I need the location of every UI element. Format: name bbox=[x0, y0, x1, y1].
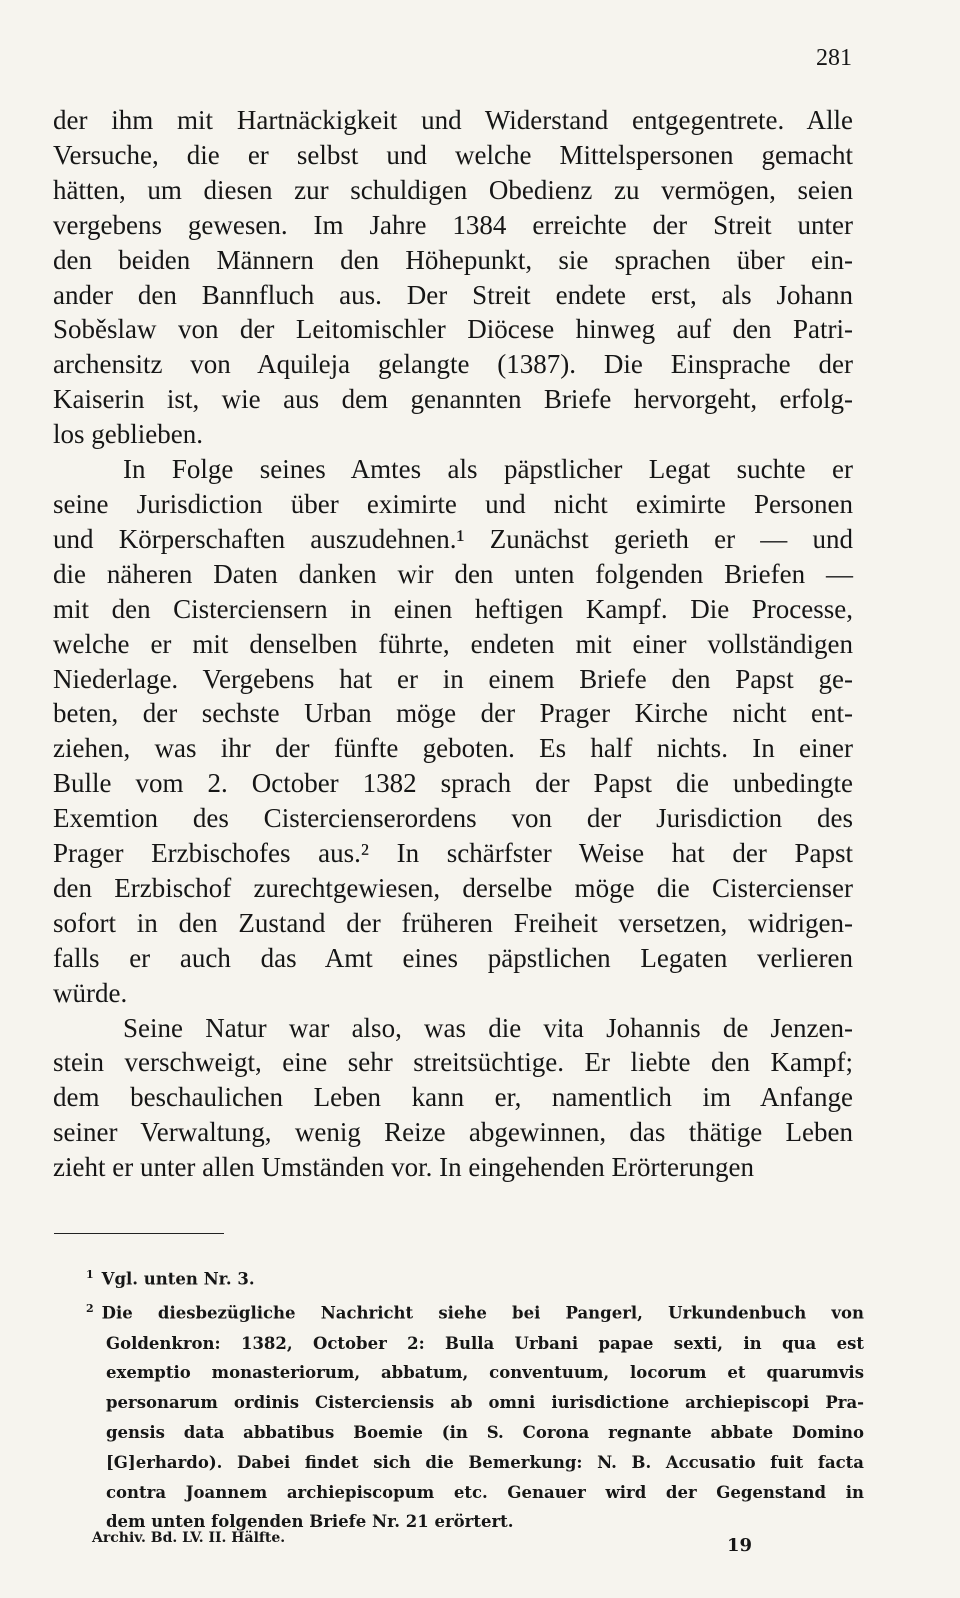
text-line: Versuche, die er selbst und welche Mittelspersonen gemacht bbox=[53, 139, 853, 170]
text-line: Seine Natur war also, was die vita Johannis de Jenzen- bbox=[123, 1012, 853, 1043]
paragraph bbox=[53, 1011, 853, 1186]
text-line: welche er mit denselben führte, endeten mit einer vollständigen bbox=[53, 628, 853, 659]
footnote-marker: 2 bbox=[86, 1302, 94, 1316]
footnote-text: Vgl. unten Nr. 3. bbox=[101, 1269, 255, 1289]
footnotes bbox=[86, 1260, 864, 1537]
footnote-line: contra Joannem archiepiscopum etc. Genauer wird der Gegenstand in bbox=[106, 1482, 864, 1502]
text-line: ander den Bannfluch aus. Der Streit endete erst, als Johann bbox=[53, 279, 853, 310]
footnote-line: personarum ordinis Cisterciensis ab omni iurisdictione archiepiscopi Pra- bbox=[106, 1393, 864, 1413]
text-line: würde. bbox=[53, 977, 128, 1008]
text-line: stein verschweigt, eine sehr streitsüchtige. Er liebte den Kampf; bbox=[53, 1047, 853, 1078]
text-line: In Folge seines Amtes als päpstlicher Legat suchte er bbox=[123, 454, 853, 485]
text-line: zieht er unter allen Umständen vor. In eingehenden Erörterungen bbox=[53, 1152, 754, 1183]
text-line: der ihm mit Hartnäckigkeit und Widerstand entgegentrete. Alle bbox=[53, 105, 853, 135]
text-line: archensitz von Aquileja gelangte (1387). Die Einsprache der bbox=[53, 349, 853, 380]
footnote-first-line bbox=[86, 1294, 864, 1328]
text-line: Exemtion des Cistercienserordens von der Jurisdiction des bbox=[53, 803, 853, 834]
footnote-line: Goldenkron: 1382, October 2: Bulla Urbani papae sexti, in qua est bbox=[106, 1333, 864, 1353]
text-line: los geblieben. bbox=[53, 419, 203, 450]
text-line: Kaiserin ist, wie aus dem genannten Briefe hervorgeht, erfolg- bbox=[53, 384, 853, 415]
page-number: 281 bbox=[816, 45, 852, 71]
text-line: hätten, um diesen zur schuldigen Obedienz zu vermögen, seien bbox=[53, 174, 853, 205]
text-line: beten, der sechste Urban möge der Prager Kirche nicht ent- bbox=[53, 698, 853, 729]
footnote-line: dem unten folgenden Briefe Nr. 21 erörtert. bbox=[106, 1512, 514, 1532]
footnote-divider bbox=[54, 1233, 224, 1234]
footnote-text: Die diesbezügliche Nachricht siehe bei Pangerl, Urkundenbuch von bbox=[101, 1303, 864, 1323]
text-line: seine Jurisdiction über eximirte und nicht eximirte Personen bbox=[53, 488, 853, 519]
text-line: den Erzbischof zurechtgewiesen, derselbe möge die Cistercienser bbox=[53, 872, 853, 903]
text-line: und Körperschaften auszudehnen.¹ Zunächst gerieth er — und bbox=[53, 523, 853, 554]
footnote-line: gensis data abbatibus Boemie (in S. Corona regnante abbate Domino bbox=[106, 1422, 864, 1442]
paragraph bbox=[53, 452, 853, 1011]
text-line: Prager Erzbischofes aus.² In schärfster Weise hat der Papst bbox=[53, 838, 853, 869]
text-line: den beiden Männern den Höhepunkt, sie sprachen über ein- bbox=[53, 244, 853, 275]
text-line: vergebens gewesen. Im Jahre 1384 erreichte der Streit unter bbox=[53, 209, 853, 240]
footnote bbox=[86, 1260, 864, 1294]
text-line: mit den Cisterciensern in einen heftigen Kampf. Die Processe, bbox=[53, 593, 853, 624]
text-line: ziehen, was ihr der fünfte geboten. Es half nichts. In einer bbox=[53, 733, 853, 764]
footnote-first-line bbox=[86, 1260, 864, 1294]
body-text bbox=[53, 103, 853, 1185]
paragraph bbox=[53, 103, 853, 452]
footer-signature: Archiv. Bd. LV. II. Hälfte. bbox=[92, 1530, 286, 1546]
text-line: Bulle vom 2. October 1382 sprach der Papst die unbedingte bbox=[53, 768, 853, 799]
text-line: Niederlage. Vergebens hat er in einem Briefe den Papst ge- bbox=[53, 663, 853, 694]
sheet-number: 19 bbox=[727, 1535, 753, 1556]
text-line: Soběslaw von der Leitomischler Diöcese hinweg auf den Patri- bbox=[53, 314, 853, 345]
text-line: seiner Verwaltung, wenig Reize abgewinnen, das thätige Leben bbox=[53, 1117, 853, 1148]
footnote-line: [G]erhardo). Dabei findet sich die Bemerkung: N. B. Accusatio fuit facta bbox=[106, 1452, 864, 1472]
footnote-marker: 1 bbox=[86, 1268, 94, 1281]
text-line: die näheren Daten danken wir den unten folgenden Briefen — bbox=[53, 558, 853, 589]
text-line: falls er auch das Amt eines päpstlichen Legaten verlieren bbox=[53, 942, 853, 973]
text-line: sofort in den Zustand der früheren Freiheit versetzen, widrigen- bbox=[53, 907, 853, 938]
footnote-line: exemptio monasteriorum, abbatum, conventuum, locorum et quarumvis bbox=[106, 1363, 864, 1383]
footnote bbox=[86, 1294, 864, 1537]
text-line: dem beschaulichen Leben kann er, namentlich im Anfange bbox=[53, 1082, 853, 1113]
